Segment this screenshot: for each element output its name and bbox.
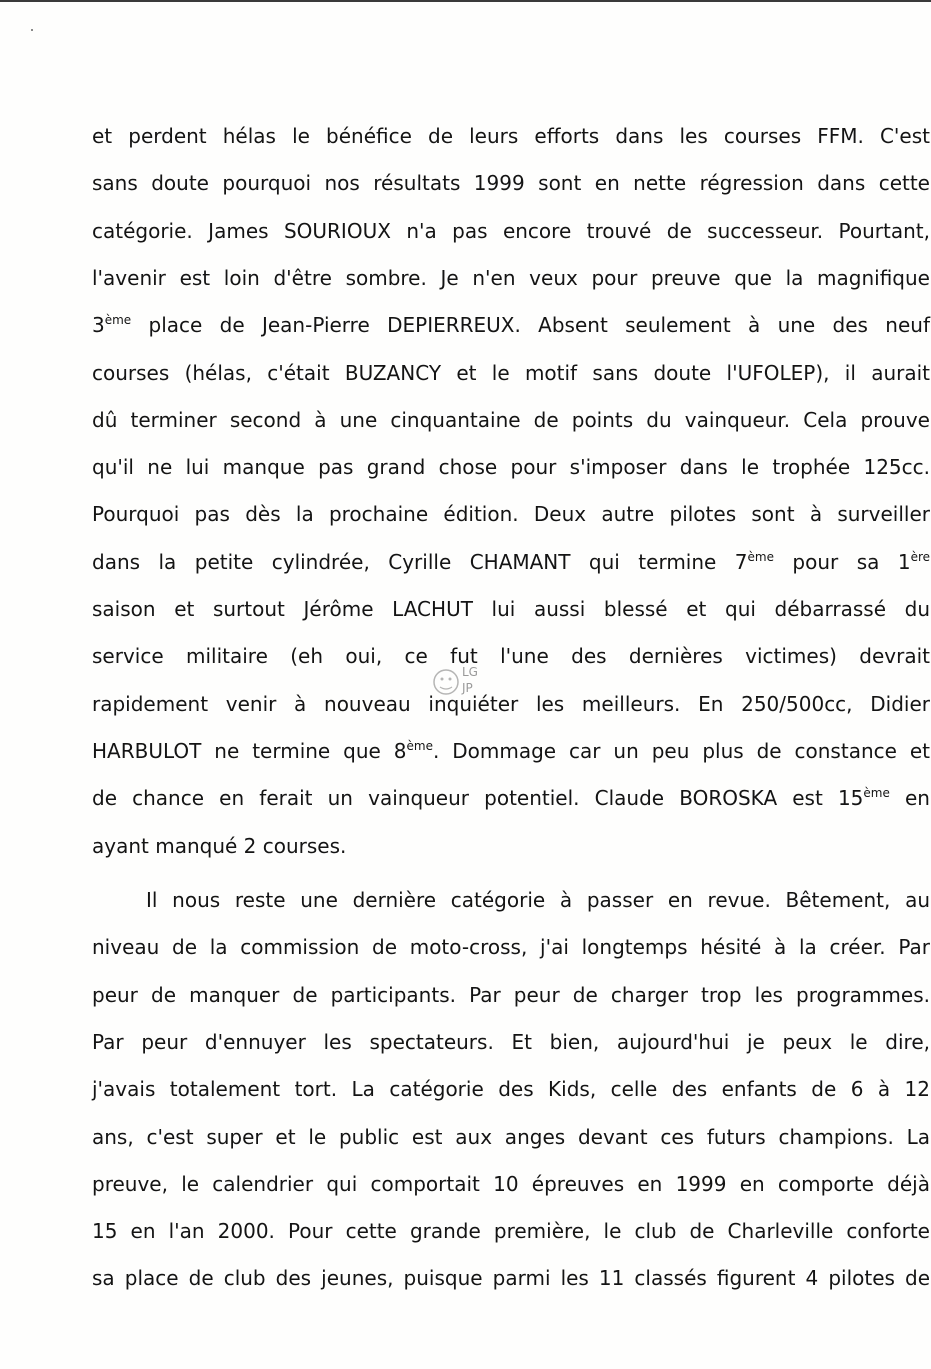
text-segment: place de Jean-Pierre DEPIERREUX. Absent seulement à une des neuf xyxy=(131,313,930,338)
superscript: ème xyxy=(747,549,774,564)
text-line: courses (hélas, c'était BUZANCY et le motif sans doute l'UFOLEP), il aurait xyxy=(92,360,930,385)
text-line: Pourquoi pas dès la prochaine édition. Deux autre pilotes sont à surveiller xyxy=(92,502,930,527)
watermark-text: LG JP xyxy=(462,665,478,695)
text-line: l'avenir est loin d'être sombre. Je n'en veux pour preuve que la magnifique xyxy=(92,265,930,290)
page-top-border xyxy=(0,0,931,2)
text-line xyxy=(92,313,930,337)
text-line: ayant manqué 2 courses. xyxy=(92,833,347,858)
text-segment: dans la petite cylindrée, Cyrille CHAMANT qui termine 7 xyxy=(92,549,748,574)
text-line: Il nous reste une dernière catégorie à passer en revue. Bêtement, au xyxy=(146,888,930,912)
text-line: ans, c'est super et le public est aux anges devant ces futurs champions. La xyxy=(92,1124,930,1149)
text-segment: de chance en ferait un vainqueur potentiel. Claude BOROSKA est 15 xyxy=(92,786,864,811)
text-line: peur de manquer de participants. Par peur de charger trop les programmes. xyxy=(92,982,930,1007)
text-segment: pour sa 1 xyxy=(773,549,911,574)
text-segment: HARBULOT ne termine que 8 xyxy=(92,738,407,763)
text-line: 15 en l'an 2000. Pour cette grande première, le club de Charleville conforte xyxy=(92,1219,930,1244)
text-line: saison et surtout Jérôme LACHUT lui aussi blessé et qui débarrassé du xyxy=(92,597,930,621)
text-line xyxy=(92,739,930,763)
superscript: ème xyxy=(863,786,890,801)
text-line: niveau de la commission de moto-cross, j'ai longtemps hésité à la créer. Par xyxy=(92,935,930,960)
text-line: qu'il ne lui manque pas grand chose pour s'imposer dans le trophée 125cc. xyxy=(92,455,930,480)
text-segment: 3 xyxy=(92,313,105,338)
text-line: dû terminer second à une cinquantaine de points du vainqueur. Cela prouve xyxy=(92,407,930,432)
text-segment: . Dommage car un peu plus de constance et xyxy=(432,738,930,763)
text-segment: en xyxy=(889,786,930,811)
superscript: ème xyxy=(406,738,433,753)
text-line: j'avais totalement tort. La catégorie des Kids, celle des enfants de 6 à 12 xyxy=(92,1077,930,1102)
scan-speck xyxy=(31,29,33,31)
text-line: sa place de club des jeunes, puisque parmi les 11 classés figurent 4 pilotes de xyxy=(92,1266,930,1291)
text-line: rapidement venir à nouveau inquiéter les meilleurs. En 250/500cc, Didier xyxy=(92,691,930,716)
text-line xyxy=(92,786,930,810)
superscript: ème xyxy=(104,313,132,328)
text-line: preuve, le calendrier qui comportait 10 épreuves en 1999 en comporte déjà xyxy=(92,1171,930,1196)
superscript: ère xyxy=(910,549,930,564)
text-line: service militaire (eh oui, ce fut l'une des dernières victimes) devrait xyxy=(92,644,930,669)
text-line: catégorie. James SOURIOUX n'a pas encore trouvé de successeur. Pourtant, xyxy=(92,218,930,243)
text-line xyxy=(92,550,930,574)
text-line: et perdent hélas le bénéfice de leurs efforts dans les courses FFM. C'est xyxy=(92,124,930,148)
text-line: sans doute pourquoi nos résultats 1999 sont en nette régression dans cette xyxy=(92,171,930,196)
text-line: Par peur d'ennuyer les spectateurs. Et bien, aujourd'hui je peux le dire, xyxy=(92,1029,930,1054)
